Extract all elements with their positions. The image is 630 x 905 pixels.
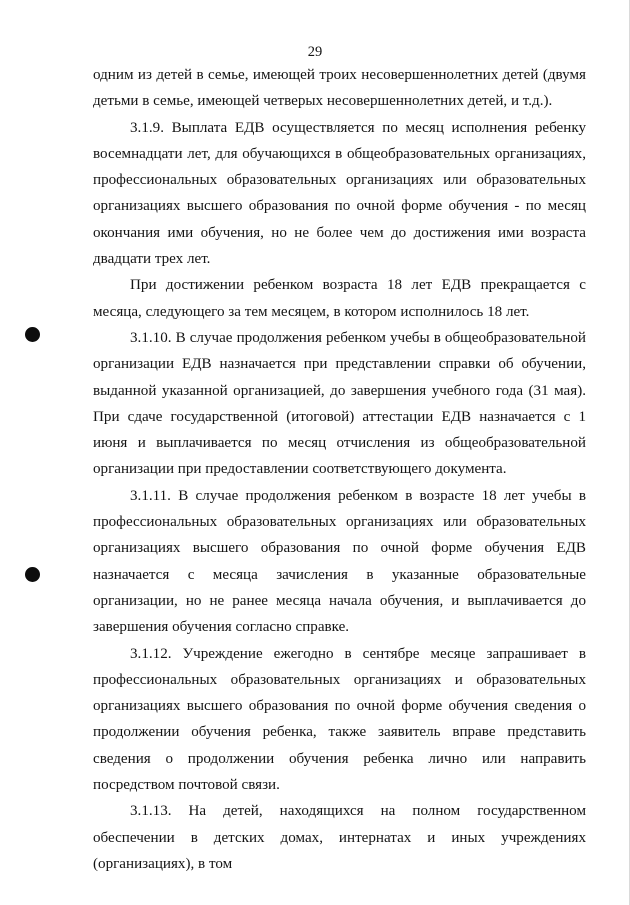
paragraph-continuation: одним из детей в семье, имеющей троих несовершеннолетних детей (двумя детьми в семье, имеющей четверых несовершеннолетних детей, и т.д.). <box>93 67 586 110</box>
paragraph-3-1-11: 3.1.11. В случае продолжения ребенком в возрасте 18 лет учебы в профессиональных образовательных организациях или образовательных организациях высшего образования по очной форме обучения ЕДВ назначается с месяца зачисления в указанные образовательные организации, но не ранее месяца начала обучения, и выплачивается до завершения обучения согласно справке. <box>93 487 586 636</box>
paragraph-3-1-9: 3.1.9. Выплата ЕДВ осуществляется по месяц исполнения ребенку восемнадцати лет, для обучающихся в общеобразовательных организациях, профессиональных образовательных организациях или образовательных организациях высшего образования по очной форме обучения - по месяц окончания ими обучения, но не более чем до достижения ими возраста двадцати трех лет. <box>93 119 586 268</box>
document-body <box>93 62 586 877</box>
page-number: 29 <box>307 44 323 60</box>
paragraph-3-1-13: 3.1.13. На детей, находящихся на полном государственном обеспечении в детских домах, интернатах и иных учреждениях (организациях), в том <box>93 803 586 872</box>
paragraph-3-1-9-age-18: При достижении ребенком возраста 18 лет ЕДВ прекращается с месяца, следующего за тем месяцем, в котором исполнилось 18 лет. <box>93 277 586 320</box>
paragraph-3-1-12: 3.1.12. Учреждение ежегодно в сентябре месяце запрашивает в профессиональных образовательных организациях и образовательных организациях высшего образования по очной форме обучения сведения о продолжении обучения ребенка, также заявитель вправе представить сведения о продолжении обучения ребенка лично или направить посредством почтовой связи. <box>93 645 586 794</box>
binder-hole-top <box>25 327 40 342</box>
paragraph-3-1-10: 3.1.10. В случае продолжения ребенком учебы в общеобразовательной организации ЕДВ назначается при представлении справки об обучении, выданной указанной организацией, до завершения учебного года (31 мая). При сдаче государственной (итоговой) аттестации ЕДВ назначается с 1 июня и выплачивается по месяц отчисления из общеобразовательной организации при предоставлении соответствующего документа. <box>93 329 586 478</box>
binder-hole-bottom <box>25 567 40 582</box>
